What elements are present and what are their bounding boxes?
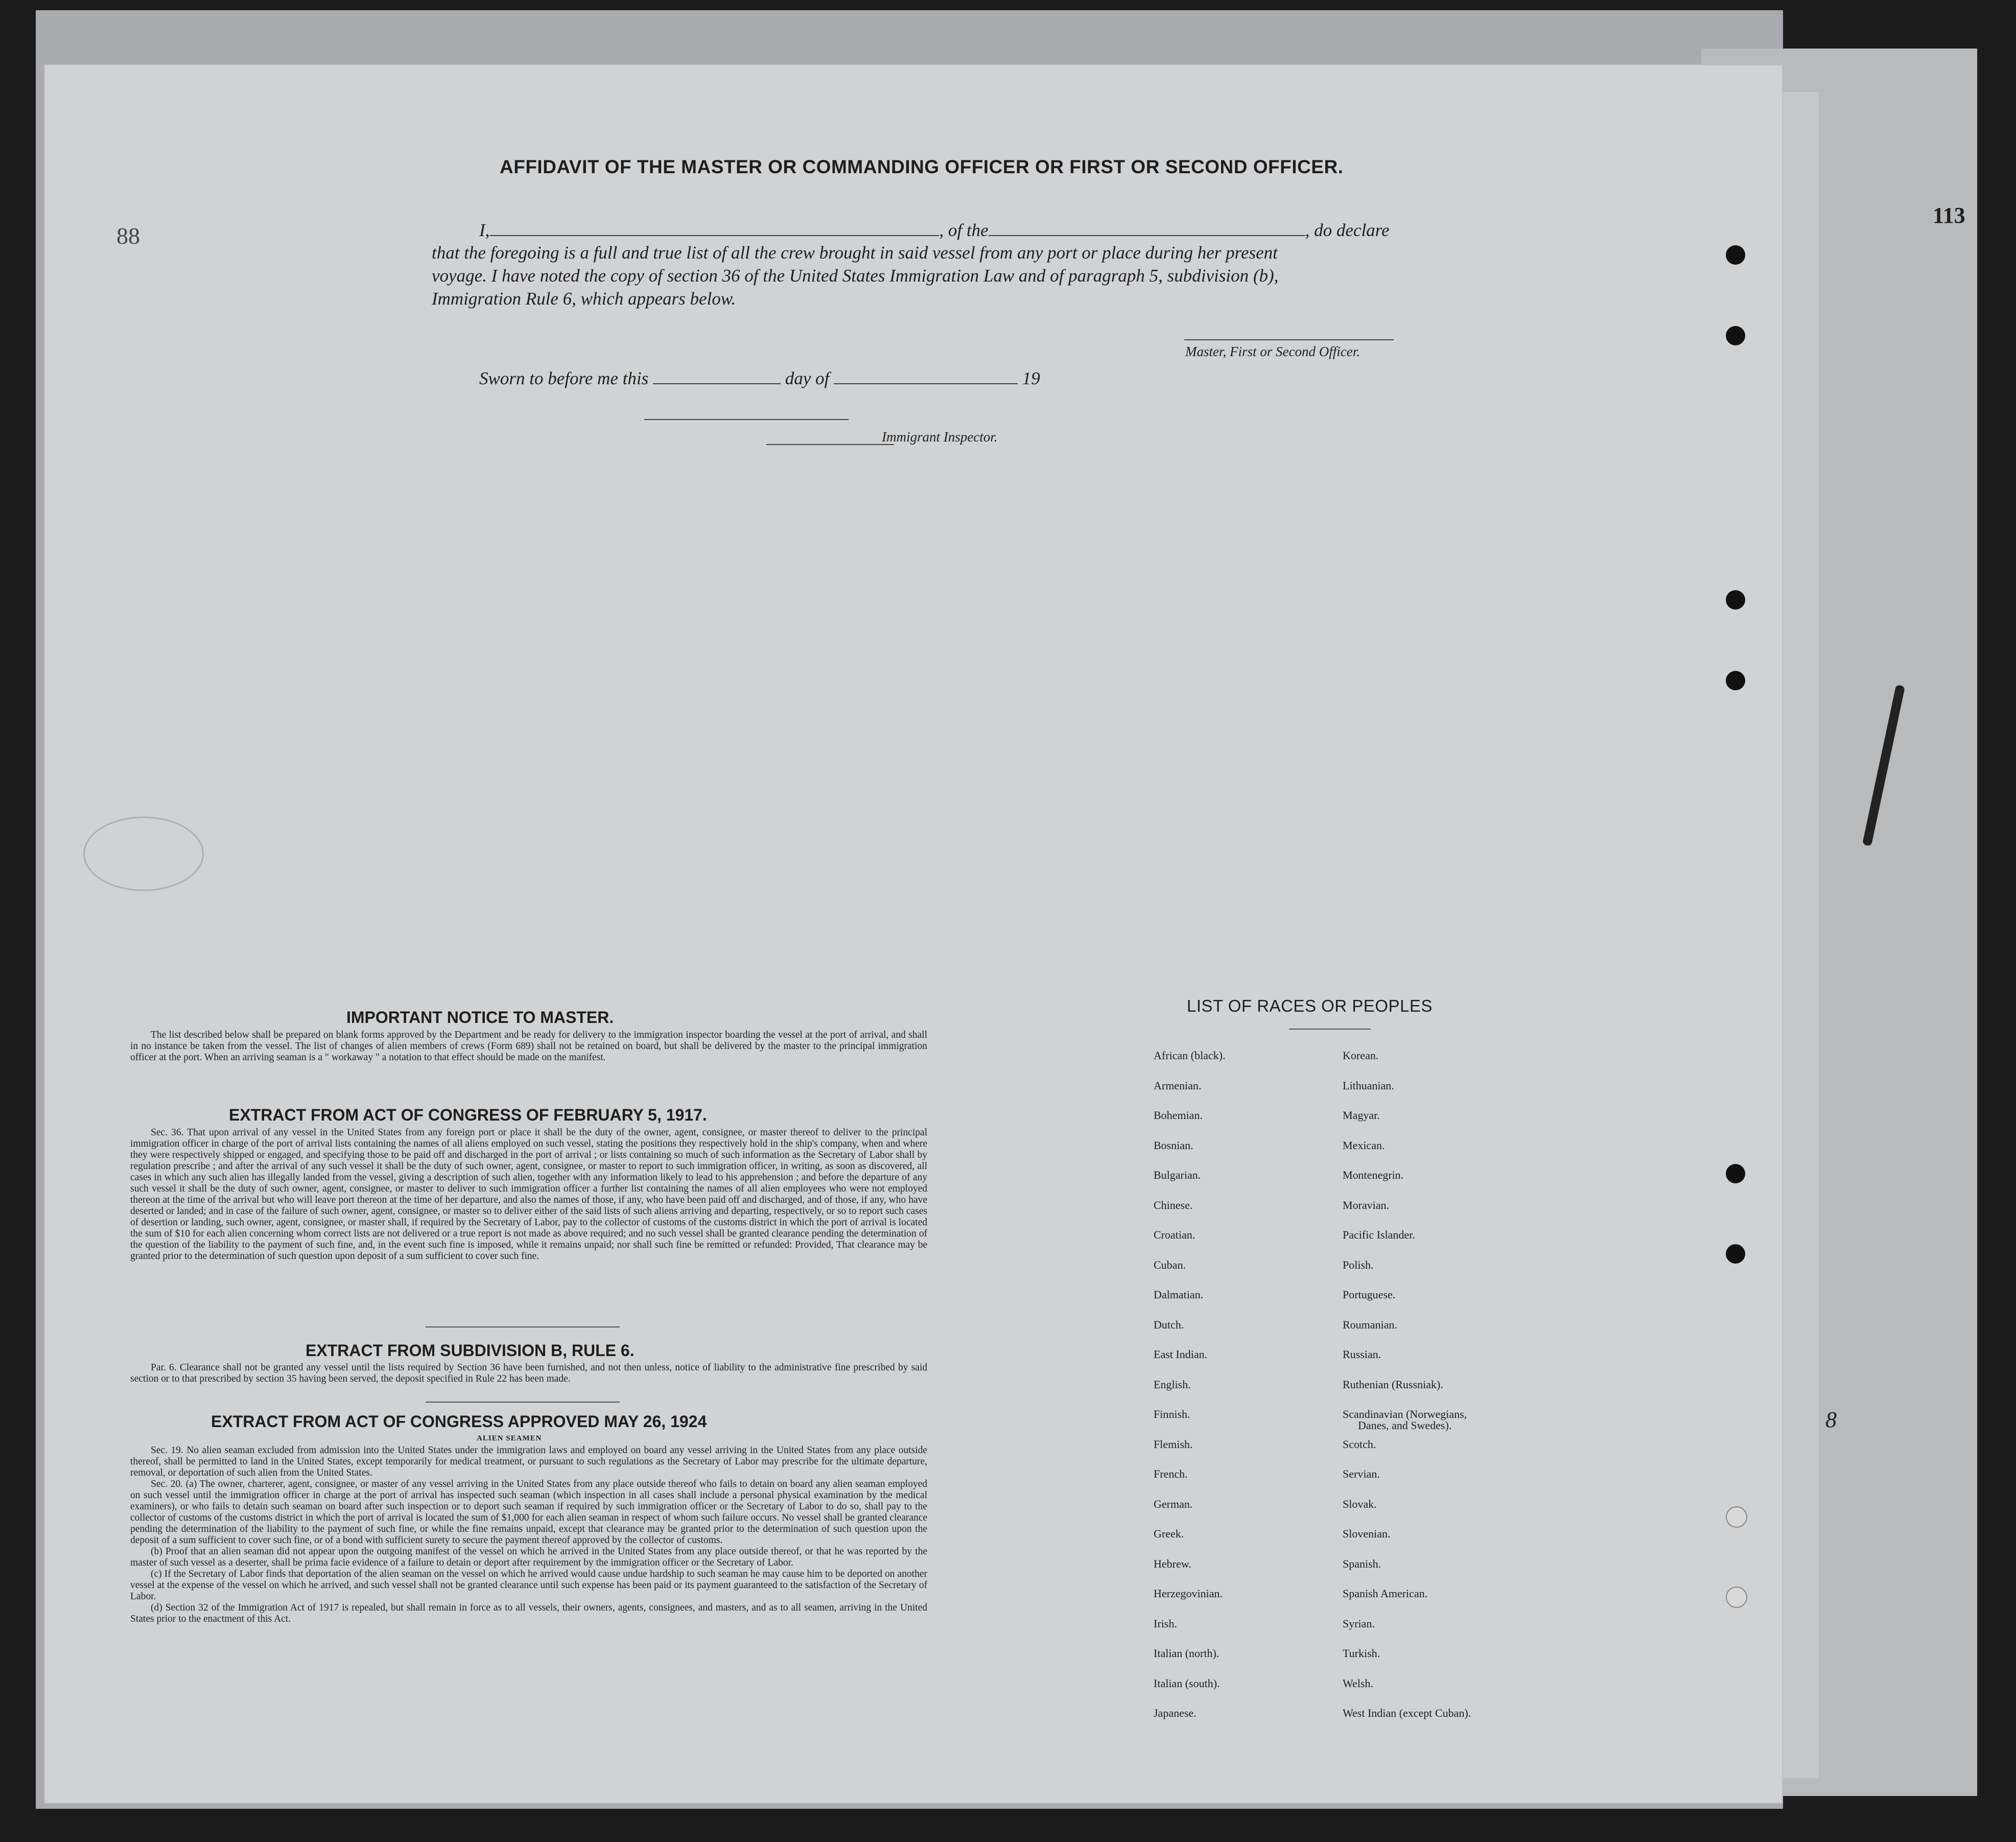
declaration-line-2: that the foregoing is a full and true list of all the crew brought in said vessel from any port or place during her present [432, 243, 1278, 263]
race-item: Armenian. [1154, 1079, 1202, 1092]
sworn-signature-line [644, 419, 849, 420]
faded-stamp [83, 817, 204, 891]
race-item: Cuban. [1154, 1258, 1186, 1271]
race-item: Italian (north). [1154, 1647, 1220, 1660]
do-declare-label: , do declare [1305, 220, 1390, 240]
race-item: German. [1154, 1497, 1193, 1510]
vessel-blank [989, 220, 1305, 236]
rule6-title: EXTRACT FROM SUBDIVISION B, RULE 6. [306, 1341, 635, 1360]
act-1917-text: Sec. 36. That upon arrival of any vessel in the United States from any foreign port or place it shall be the duty of the owner, agent, consignee, or master thereof to deliver to the principal immigration officer in charge of the port of arrival lists containing the names of all aliens employed on such vessel, stating the positions they respectively hold in the ship's company, when and where they were respectively shipped or engaged, and specifying those to be paid off and discharged in the port of arrival ; or lists containing so much of such information as the Secretary of Labor shall by regulation prescribe ; and after the arrival of any such vessel it shall be the duty of such owner, agent, consignee, or master to report to such immigration officer, in writing, as soon as discovered, all cases in which any such alien has illegally landed from the vessel, giving a description of such alien, together with any information likely to lead to his apprehension ; and before the departure of any such vessel it shall be the duty of such owner, agent, consignee, or master to deliver to such immigration officer a further list containing the names of all alien employees who were not employed thereon at the time of the arrival but who will leave port thereon at the time of her departure, and also the names of those, if any, who have been paid off and discharged, and of those, if any, who have deserted or landed; and in case of the failure of such owner, agent, consignee, or master so to deliver either of the said lists of such aliens arriving and departing, respectively, or so to report such cases of desertion or landing, such owner, agent, consignee, or master shall, if required by the Secretary of Labor, pay to the collector of customs of the customs district in which the port of arrival is located the sum of $10 for each alien concerning whom correct lists are not delivered or a true report is not made as above required; and no such vessel shall be granted clearance pending the determination of the question of the liability to the payment of such fine, and, in the event such fine is imposed, while it remains unpaid; nor shall such fine be remitted or refunded: Provided, That clearance may be granted prior to the determination of such question upon deposit of a sum sufficient to cover such fine. [130, 1127, 927, 1262]
race-item: Spanish. [1343, 1557, 1381, 1570]
race-item: Spanish American. [1343, 1587, 1428, 1600]
punch-hole [1726, 590, 1745, 610]
race-item: Bosnian. [1154, 1138, 1193, 1152]
act-1924-text [130, 1445, 927, 1625]
race-item: Korean. [1343, 1049, 1379, 1062]
race-item: Ruthenian (Russniak). [1343, 1378, 1443, 1391]
race-item: Roumanian. [1343, 1318, 1397, 1331]
punch-hole [1726, 1164, 1745, 1183]
act-1924-sec20a: Sec. 20. (a) The owner, charterer, agent, consignee, or master of any vessel arriving in the United States from any place outside thereof who fails to detain on board any alien seaman employed on such vessel until the immigration officer in charge at the port of arrival has inspected such seaman (which inspection in all cases shall include a personal physical examination by the medical examiners), or who fails to detain such seaman on board after such inspection or to deport such seaman if required by such immigration officer or the Secretary of Labor to do so, shall pay to the collector of customs of the customs district in which the port of arrival is located the sum of $1,000 for each alien seaman in respect of whom such failure occurs. No vessel shall be granted clearance pending the determination of the liability to the payment of such fine, or while the fine remains unpaid, except that clearance may be granted prior to the determination of such question upon the deposit of a sum sufficient to cover such fine, or of a bond with sufficient surety to secure the payment thereof approved by the collector of customs. [130, 1479, 927, 1546]
race-item: Bulgarian. [1154, 1169, 1201, 1181]
race-item: Portuguese. [1343, 1288, 1396, 1301]
race-item: Pacific Islander. [1343, 1228, 1415, 1241]
sworn-line [479, 368, 1040, 389]
race-item: Lithuanian. [1343, 1079, 1394, 1092]
of-the-label: , of the [939, 220, 989, 240]
race-item: Bohemian. [1154, 1109, 1203, 1122]
act-1924-sec20c: (c) If the Secretary of Labor finds that deportation of the alien seaman on the vessel on which he arrived would cause undue hardship to such seaman he may cause him to be deported on another vessel at the expense of the vessel on which he arrived, and such vessel shall not be granted clearance until such expense has been paid or its payment guaranteed to the satisfaction of the Secretary of Labor. [130, 1569, 927, 1602]
punch-hole [1726, 1244, 1745, 1264]
day-of-label: day of [785, 368, 830, 388]
race-item: Chinese. [1154, 1198, 1193, 1211]
sworn-label: Sworn to before me this [479, 368, 649, 388]
race-item: Scandinavian (Norwegians, [1343, 1408, 1467, 1420]
month-blank [834, 368, 1018, 384]
race-item: Turkish. [1343, 1647, 1380, 1660]
page-number-right: 113 [1933, 203, 1965, 228]
race-item: Servian. [1343, 1467, 1380, 1480]
race-item: English. [1154, 1378, 1191, 1391]
act-1924-sec20b: (b) Proof that an alien seaman did not appear upon the outgoing manifest of the vessel on which he arrived in the United States from any place outside thereof, or that he was reported by the master of such vessel as a deserter, shall be prima facie evidence of a failure to detain or deport after requirement by the immigration officer or the Secretary of Labor. [130, 1546, 927, 1568]
race-item: Magyar. [1343, 1109, 1380, 1122]
affidavit-title: AFFIDAVIT OF THE MASTER OR COMMANDING OFFICER OR FIRST OR SECOND OFFICER. [500, 156, 1344, 177]
punch-hole [1726, 245, 1745, 265]
page-number-left: 88 [116, 223, 140, 249]
declaration-line-3: voyage. I have noted the copy of section 36 of the United States Immigration Law and of paragraph 5, subdivision (b), [432, 266, 1279, 286]
back-sheet-edge [1778, 92, 1819, 1778]
race-item: Scotch. [1343, 1437, 1376, 1451]
year-label: 19 [1022, 368, 1040, 388]
punch-hole [1726, 1506, 1747, 1528]
inspector-signature-line [766, 444, 894, 445]
declaration-line-4: Immigration Rule 6, which appears below. [432, 289, 736, 309]
day-blank [653, 368, 781, 384]
punch-hole [1726, 326, 1745, 345]
race-item: Russian. [1343, 1348, 1381, 1361]
act-1924-sec20d: (d) Section 32 of the Immigration Act of 1917 is repealed, but shall remain in force as to all vessels, their owners, agents, consignees, and masters, and as to all seamen, arriving in the United States prior to the enactment of this Act. [130, 1602, 927, 1624]
race-item: Welsh. [1343, 1676, 1373, 1690]
race-item: Japanese. [1154, 1707, 1197, 1719]
race-item: Finnish. [1154, 1408, 1190, 1420]
divider [1289, 1029, 1371, 1030]
punch-hole [1726, 671, 1745, 690]
inspector-caption: Immigrant Inspector. [882, 429, 998, 445]
race-item: Hebrew. [1154, 1557, 1191, 1570]
race-item: Syrian. [1343, 1617, 1375, 1630]
race-item: Slovenian. [1343, 1527, 1391, 1540]
race-item: Greek. [1154, 1527, 1184, 1540]
race-item: Polish. [1343, 1258, 1374, 1271]
race-item: Flemish. [1154, 1437, 1193, 1451]
race-item: Montenegrin. [1343, 1169, 1404, 1181]
declaration-line-1 [479, 220, 1390, 241]
race-item: Irish. [1154, 1617, 1177, 1630]
document-page [45, 65, 1965, 1803]
race-item: Slovak. [1343, 1497, 1377, 1510]
name-blank [489, 220, 939, 236]
rule6-text: Par. 6. Clearance shall not be granted any vessel until the lists required by Section 36 have been furnished, and not then unless, notice of liability to the administrative fine prescribed by said section or to that prescribed by section 35 having been served, the deposit specified in Rule 22 has been made. [130, 1362, 927, 1384]
master-signature-line [1184, 339, 1394, 340]
race-item: Moravian. [1343, 1198, 1390, 1211]
act-1924-subtitle: ALIEN SEAMEN [477, 1434, 542, 1442]
notice-title: IMPORTANT NOTICE TO MASTER. [346, 1008, 614, 1027]
races-title: LIST OF RACES OR PEOPLES [1187, 996, 1433, 1015]
race-item: West Indian (except Cuban). [1343, 1707, 1471, 1719]
race-item: Italian (south). [1154, 1676, 1220, 1690]
divider [426, 1402, 620, 1403]
act-1924-title: EXTRACT FROM ACT OF CONGRESS APPROVED MAY 26, 1924 [211, 1412, 707, 1431]
race-item: Dutch. [1154, 1318, 1184, 1331]
race-item: Dalmatian. [1154, 1288, 1204, 1301]
act-1917-title: EXTRACT FROM ACT OF CONGRESS OF FEBRUARY 5, 1917. [229, 1106, 707, 1124]
race-item: Croatian. [1154, 1228, 1195, 1241]
master-caption: Master, First or Second Officer. [1185, 344, 1360, 359]
notice-text: The list described below shall be prepared on blank forms approved by the Department and be ready for delivery to the immigration inspector boarding the vessel at the port of arrival, and shall in no instance be taken from the vessel. The list of changes of alien members of crews (Form 689) shall not be retained on board, but shall be delivered by the master to the principal immigration officer at the port. When an arriving seaman is a " workaway " a notation to that effect should be made on the manifest. [130, 1030, 927, 1063]
divider [426, 1326, 620, 1327]
margin-mark: 8 [1825, 1407, 1837, 1432]
race-item: Mexican. [1343, 1138, 1385, 1152]
race-item: African (black). [1154, 1049, 1226, 1062]
act-1924-sec19: Sec. 19. No alien seaman excluded from admission into the United States under the immigration laws and employed on board any vessel arriving in the United States from any place outside thereof, shall be permitted to land in the United States, except temporarily for medical treatment, or pursuant to such regulations as the Secretary of Labor may prescribe for the ultimate departure, removal, or deportation of such alien from the United States. [130, 1445, 927, 1478]
punch-hole [1726, 1587, 1747, 1608]
race-item: Herzegovinian. [1154, 1587, 1223, 1600]
race-item: East Indian. [1154, 1348, 1208, 1361]
race-item: French. [1154, 1467, 1188, 1480]
race-item: Danes, and Swedes). [1358, 1419, 1452, 1432]
i-label: I, [479, 220, 490, 240]
